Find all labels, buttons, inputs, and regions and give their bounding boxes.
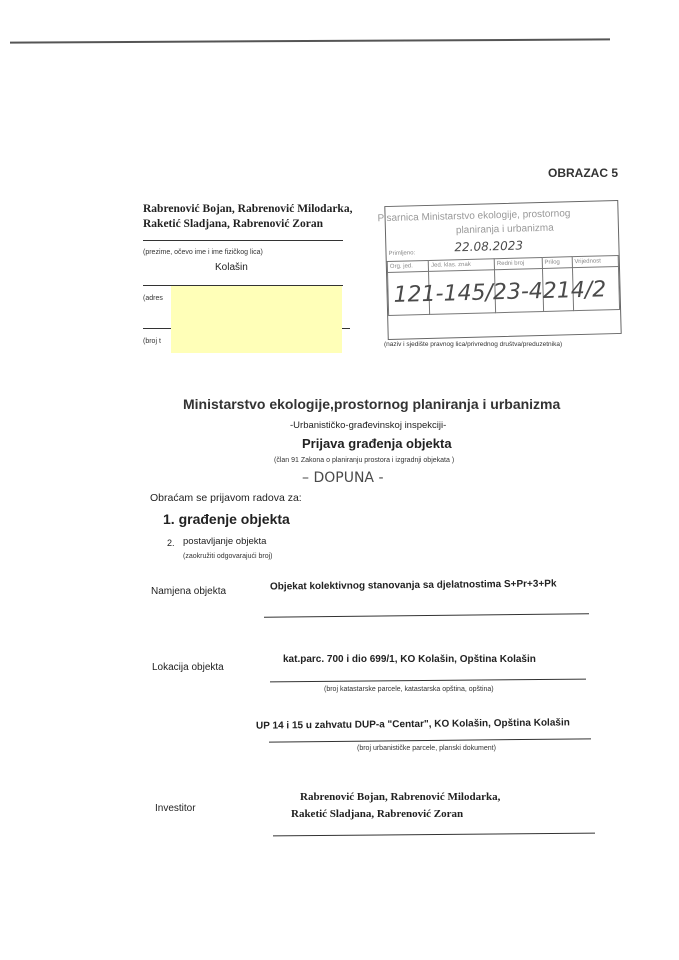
urban-plot-caption: (broj urbanističke parcele, planski dokument)	[357, 745, 496, 752]
stamp-col: Org. jed.	[387, 260, 429, 272]
stamp-col: Jed. klas. znak	[428, 259, 494, 272]
purpose-value: Objekat kolektivnog stanovanja sa djelatnostima S+Pr+3+Pk	[269, 578, 557, 593]
location-line	[270, 679, 586, 683]
request-intro: Obraćam se prijavom radova za:	[150, 492, 302, 504]
stamp-col: Prilog	[542, 257, 572, 269]
option-placement-number: 2.	[167, 538, 175, 548]
scan-top-edge	[10, 38, 610, 43]
form-code: OBRAZAC 5	[548, 166, 619, 180]
investor-label: Investitor	[155, 803, 196, 814]
form-title: Prijava građenja objekta	[302, 436, 452, 451]
stamp-number: 121-145/23-4214/2	[393, 277, 607, 308]
stamp-col: Vrijednost	[572, 255, 619, 267]
purpose-label: Namjena objekta	[151, 586, 227, 597]
address-caption: (adres	[143, 295, 163, 302]
purpose-line	[264, 613, 589, 617]
applicant-city: Kolašin	[215, 262, 248, 273]
location-label: Lokacija objekta	[152, 662, 224, 673]
option-placement: postavljanje objekta	[183, 536, 267, 547]
investor-line	[273, 833, 595, 837]
urban-plot-line	[269, 738, 591, 742]
stamp-caption: (naziv i sjedište pravnog lica/privrednog društva/preduzetnika)	[384, 341, 563, 348]
redaction-box	[171, 286, 342, 353]
stamp-received-date: 22.08.2023	[454, 238, 524, 255]
stamp-title-line2: planiranja i urbanizma	[455, 222, 554, 237]
phone-caption: (broj t	[143, 338, 161, 345]
investor-line2: Raketić Sladjana, Rabrenović Zoran	[291, 808, 464, 820]
ministry-title: Ministarstvo ekologije,prostornog planiranja i urbanizma	[183, 396, 561, 412]
inspection-title: -Urbanističko-građevinskoj inspekciji-	[290, 420, 447, 431]
location-value: kat.parc. 700 i dio 699/1, KO Kolašin, Opština Kolašin	[283, 654, 536, 665]
stamp-received-label: Primljeno:	[388, 250, 416, 257]
applicant-names-line1: Rabrenović Bojan, Rabrenović Milodarka,	[143, 203, 353, 215]
handwritten-note: – DOPUNA -	[302, 470, 384, 486]
registry-stamp	[377, 200, 621, 340]
stamp-col: Redni broj	[494, 257, 542, 269]
name-line	[143, 240, 343, 241]
urban-plot-value: UP 14 i 15 u zahvatu DUP-a "Centar", KO Kolašin, Opština Kolašin	[255, 717, 570, 732]
investor-line1: Rabrenović Bojan, Rabrenović Milodarka,	[300, 791, 501, 803]
applicant-names-line2: Raketić Sladjana, Rabrenović Zoran	[143, 218, 323, 230]
selection-hint: (zaokružiti odgovarajući broj)	[183, 553, 273, 560]
law-reference: (član 91 Zakona o planiranju prostora i izgradnji objekata )	[274, 457, 455, 464]
stamp-title-line1: Pisarnica Ministarstvo ekologije, prostornog	[377, 208, 571, 225]
name-caption: (prezime, očevo ime i ime fizičkog lica)	[143, 249, 263, 256]
option-construction: 1. građenje objekta	[163, 511, 290, 527]
location-caption: (broj katastarske parcele, katastarska opština, opština)	[324, 686, 494, 693]
